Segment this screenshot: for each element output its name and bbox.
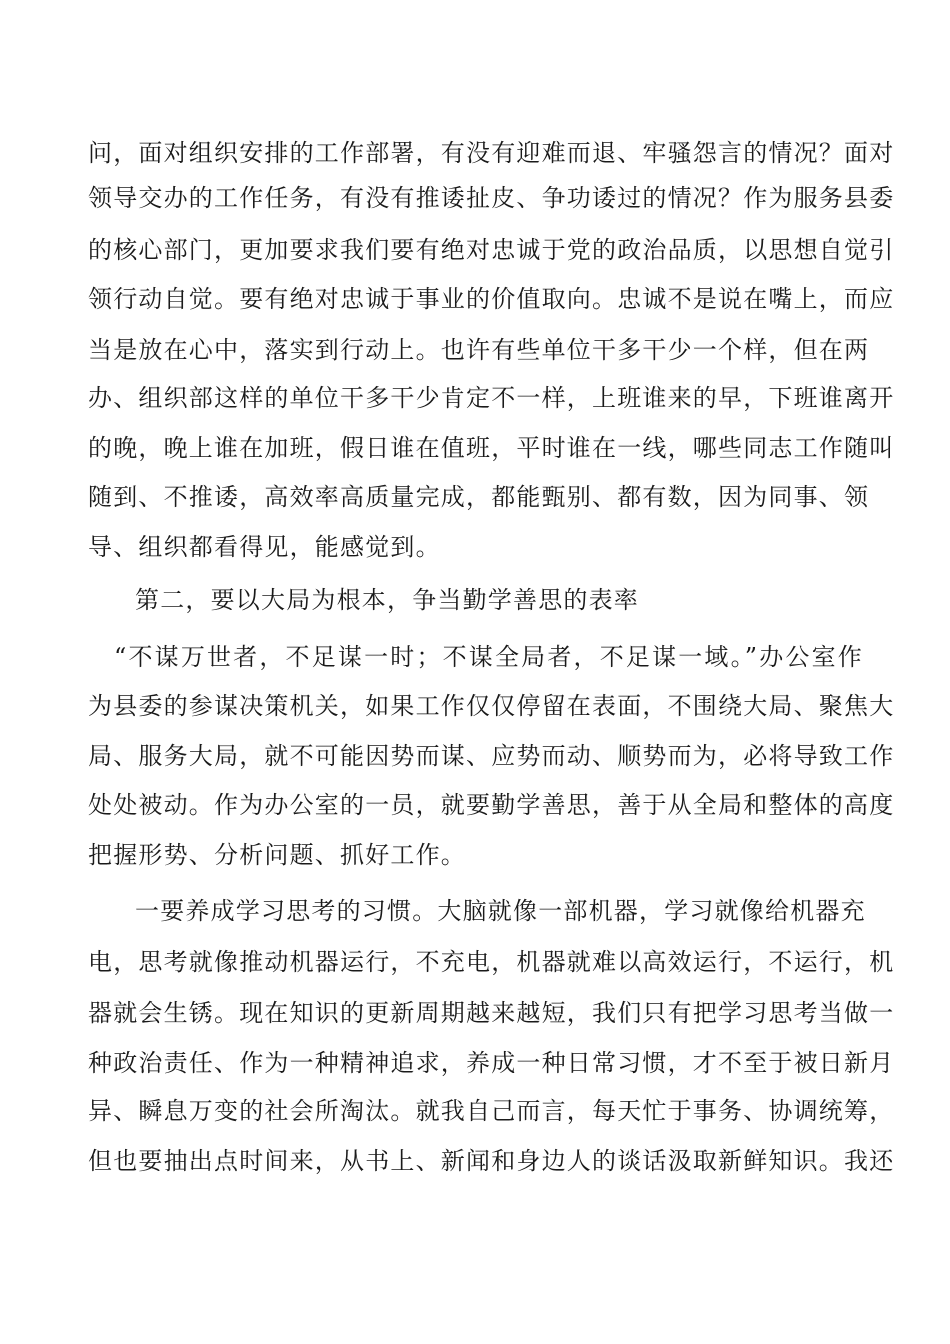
section-heading: 第二，要以大局为根本，争当勤学善思的表率 (135, 586, 639, 614)
text-line: 种政治责任、作为一种精神追求，养成一种日常习惯，才不至于被日新月 (88, 1049, 895, 1077)
text-line: 领行动自觉。要有绝对忠诚于事业的价值取向。忠诚不是说在嘴上，而应 (88, 285, 895, 313)
text-line: “不谋万世者，不足谋一时；不谋全局者，不足谋一域。”办公室作 (114, 643, 863, 671)
text-line: 的晚，晚上谁在加班，假日谁在值班，平时谁在一线，哪些同志工作随叫 (88, 434, 895, 462)
text-line: 处处被动。作为办公室的一员，就要勤学善思，善于从全局和整体的高度 (88, 791, 895, 819)
text-line: 领导交办的工作任务，有没有推诿扯皮、争功诿过的情况？作为服务县委 (88, 184, 895, 212)
text-line: 一要养成学习思考的习惯。大脑就像一部机器，学习就像给机器充 (135, 897, 866, 925)
text-line: 的核心部门，更加要求我们要有绝对忠诚于党的政治品质，以思想自觉引 (88, 236, 895, 264)
text-line: 当是放在心中，落实到行动上。也许有些单位干多干少一个样，但在两 (88, 336, 870, 364)
text-line: 把握形势、分析问题、抓好工作。 (88, 841, 466, 869)
text-line: 局、服务大局，就不可能因势而谋、应势而动、顺势而为，必将导致工作 (88, 742, 895, 770)
text-line: 问，面对组织安排的工作部署，有没有迎难而退、牢骚怨言的情况？面对 (88, 139, 895, 167)
text-line: 办、组织部这样的单位干多干少肯定不一样，上班谁来的早，下班谁离开 (88, 384, 895, 412)
text-line: 异、瞬息万变的社会所淘汰。就我自己而言，每天忙于事务、协调统筹， (88, 1097, 895, 1125)
text-line: 器就会生锈。现在知识的更新周期越来越短，我们只有把学习思考当做一 (88, 999, 895, 1027)
text-line: 为县委的参谋决策机关，如果工作仅仅停留在表面，不围绕大局、聚焦大 (88, 692, 895, 720)
text-line: 随到、不推诿，高效率高质量完成，都能甄别、都有数，因为同事、领 (88, 483, 870, 511)
text-line: 导、组织都看得见，能感觉到。 (88, 533, 441, 561)
text-line: 但也要抽出点时间来，从书上、新闻和身边人的谈话汲取新鲜知识。我还 (88, 1147, 895, 1175)
text-line: 电，思考就像推动机器运行，不充电，机器就难以高效运行，不运行，机 (88, 948, 895, 976)
